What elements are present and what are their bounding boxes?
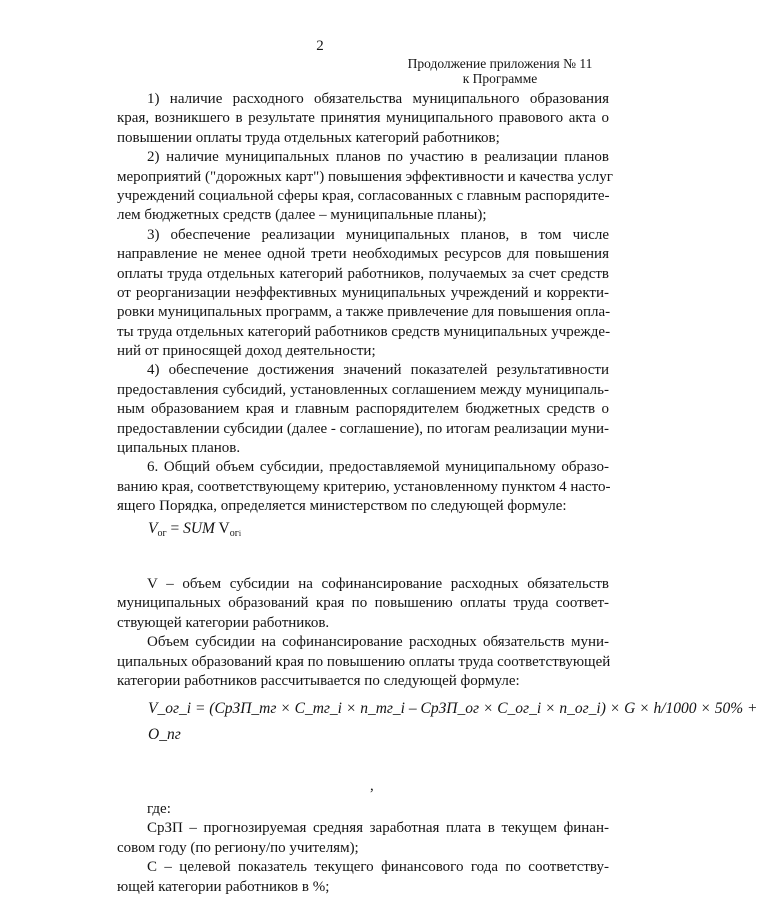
text-line: 3) обеспечение реализации муниципальных планов, в том числе — [147, 226, 609, 243]
trailing-comma: , — [370, 778, 374, 794]
appendix-header — [400, 56, 600, 86]
text-line: ванию края, соответствующему критерию, установленному пунктом 4 насто- — [117, 478, 611, 495]
text-line: мероприятий ("дорожных карт") повышения эффективности и качества услуг — [117, 168, 613, 185]
formula-category-subsidy — [148, 700, 758, 744]
appendix-header-line1: Продолжение приложения № 11 — [407, 56, 593, 71]
formula-symbol: V — [148, 520, 158, 537]
formula-symbol: V — [214, 520, 230, 537]
text-line: края, возникшего в результате принятия муниципального правового акта о — [117, 110, 609, 127]
text-line: предоставления субсидий, установленных соглашением между муниципаль- — [117, 381, 609, 398]
formula-subscript: ог — [157, 528, 167, 539]
text-line: 2) наличие муниципальных планов по участию в реализации планов — [147, 149, 609, 166]
text-line: ципальных образований края по повышению оплаты труда соответствующей — [117, 653, 611, 670]
text-line: учреждений социальной сферы края, согласованных с главным распорядите- — [117, 187, 610, 204]
text-line: повышении оплаты труда отдельных категорий работников; — [117, 129, 500, 146]
text-line: СрЗП – прогнозируемая средняя заработная плата в текущем финан- — [147, 820, 609, 837]
text-line: от реорганизации неэффективных муниципальных учреждений и корректи- — [117, 284, 609, 301]
text-line: направление не менее одной трети необходимых ресурсов для повышения — [117, 246, 609, 263]
text-line: категории работников рассчитывается по следующей формуле: — [117, 672, 520, 689]
formula-line-2: О_пг — [148, 726, 181, 743]
formula-sum: SUM — [183, 520, 215, 537]
text-line: ствующей категории работников. — [117, 614, 330, 631]
text-line: совом году (по региону/по учителям); — [117, 839, 359, 856]
text-line: ровки муниципальных программ, а также привлечение для повышения опла- — [117, 304, 611, 321]
appendix-header-line2: к Программе — [462, 71, 538, 86]
conditions-block — [117, 90, 613, 517]
formula-total-subsidy — [148, 520, 241, 539]
text-line: 4) обеспечение достижения значений показателей результативности — [147, 362, 609, 379]
text-line: где: — [147, 801, 171, 817]
definition-block — [117, 575, 609, 691]
text-line: предоставлении субсидии (далее - соглашение), по итогам реализации муни- — [117, 420, 610, 437]
text-line: ципальных планов. — [117, 440, 241, 457]
text-line: ты труда отдельных категорий работников средств муниципальных учрежде- — [117, 323, 611, 340]
text-line: V – объем субсидии на софинансирование расходных обязательств — [147, 576, 609, 592]
text-line: ний от приносящей доход деятельности; — [117, 343, 376, 360]
formula-line-1: V_ог_i = (СрЗП_тг × С_тг_i × n_тг_i – СрЗП_ог × С_ог_i × n_ог_i) × G × h/1000 × 50% + — [148, 700, 758, 717]
text-line: С – целевой показатель текущего финансового года по соответству- — [147, 859, 609, 876]
text-line: ящего Порядка, определяется министерством по следующей формуле: — [117, 498, 567, 515]
text-line: муниципальных образований края по повышению оплаты труда соответ- — [117, 595, 609, 612]
page-number: 2 — [316, 38, 324, 54]
text-line: ным образованием края и главным распорядителем бюджетных средств о — [117, 401, 609, 418]
text-line: оплаты труда отдельных категорий работников, получаемых за счет средств — [117, 265, 609, 282]
text-line: Объем субсидии на софинансирование расходных обязательств муни- — [147, 634, 609, 651]
formula-subscript: огi — [229, 528, 242, 539]
text-line: лем бюджетных средств (далее – муниципальные планы); — [117, 207, 487, 224]
text-line: 6. Общий объем субсидии, предоставляемой муниципальному образо- — [147, 459, 609, 476]
text-line: 1) наличие расходного обязательства муниципального образования — [147, 91, 609, 107]
text-line: ющей категории работников в %; — [117, 878, 330, 895]
where-block — [117, 800, 609, 897]
formula-equals: = — [166, 520, 184, 537]
